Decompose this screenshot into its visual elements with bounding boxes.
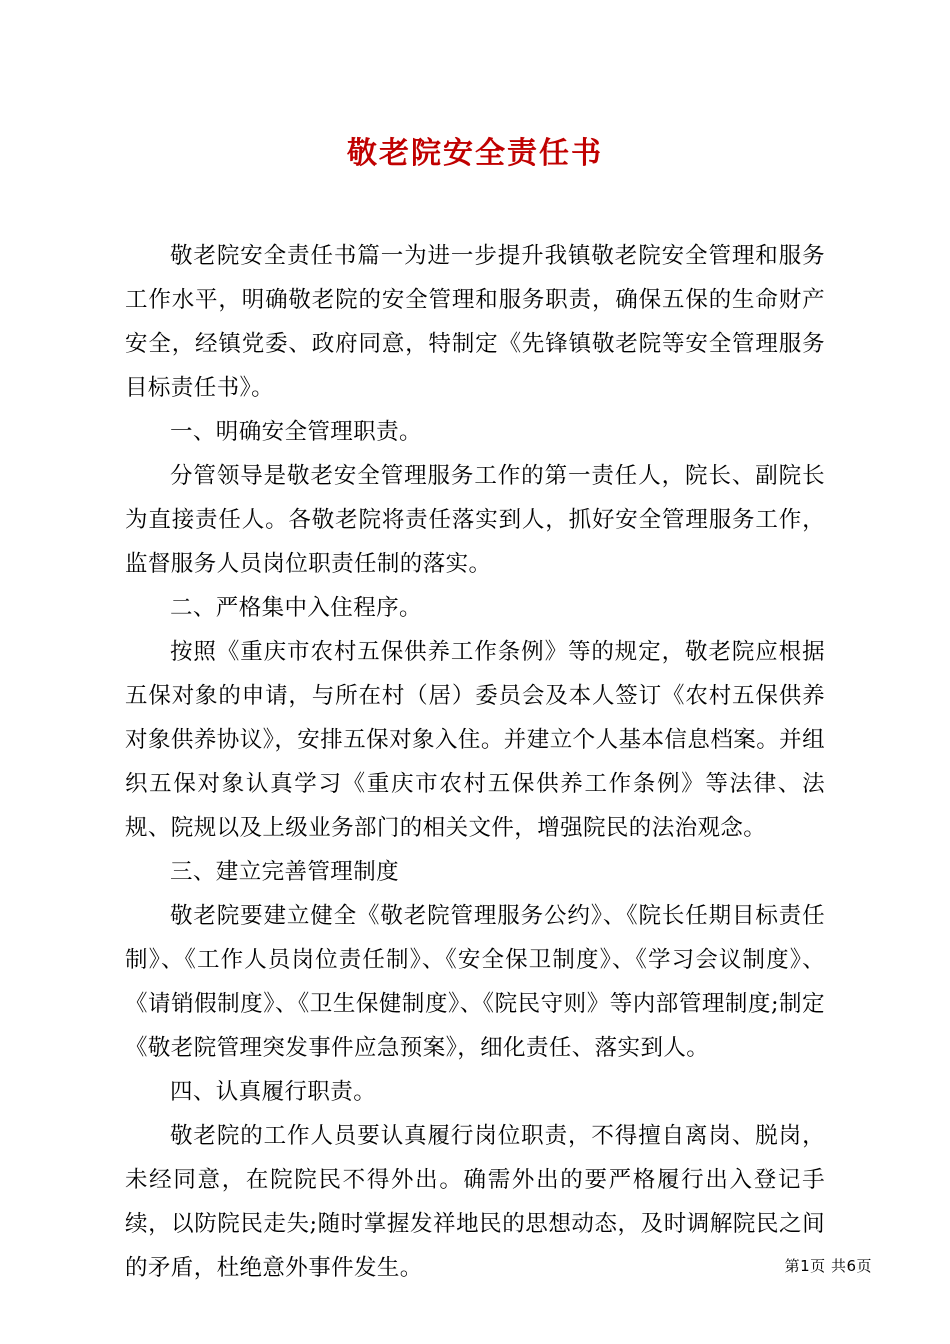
paragraph: 二、严格集中入住程序。 — [170, 595, 422, 621]
paragraph: 按照《重庆市农村五保供养工作条例》等的规定，敬老院应根据五保对象的申请，与所在村（居）委员会及本人签订《农村五保供养对象供养协议》，安排五保对象入住。并建立个人基本信息档案。并组织五保对象认真学习《重庆市农村五保供养工作条例》等法律、法规、院规以及上级业务部门的相关文件，增强院民的法治观念。 — [125, 639, 825, 841]
paragraph: 敬老院的工作人员要认真履行岗位职责，不得擅自离岗、脱岗，未经同意，在院院民不得外出。确需外出的要严格履行出入登记手续，以防院民走失;随时掌握发祥地民的思想动态，及时调解院民之间的矛盾，杜绝意外事件发生。 — [125, 1123, 825, 1281]
page-number-footer: 第1页 共6页 — [784, 1257, 872, 1275]
paragraph: 敬老院要建立健全《敬老院管理服务公约》、《院长任期目标责任制》、《工作人员岗位责任制》、《安全保卫制度》、《学习会议制度》、《请销假制度》、《卫生保健制度》、《院民守则》等内部管理制度;制定《敬老院管理突发事件应急预案》，细化责任、落实到人。 — [125, 903, 825, 1061]
paragraph: 敬老院安全责任书篇一为进一步提升我镇敬老院安全管理和服务工作水平，明确敬老院的安全管理和服务职责，确保五保的生命财产安全，经镇党委、政府同意，特制定《先锋镇敬老院等安全管理服务目标责任书》。 — [125, 243, 825, 401]
document-body — [125, 172, 825, 1290]
paragraph: 三、建立完善管理制度 — [170, 859, 400, 885]
paragraph: 一、明确安全管理职责。 — [170, 419, 422, 445]
paragraph: 四、认真履行职责。 — [170, 1079, 377, 1105]
page-title: 敬老院安全责任书 — [347, 136, 603, 171]
paragraph: 分管领导是敬老安全管理服务工作的第一责任人，院长、副院长为直接责任人。各敬老院将责任落实到人，抓好安全管理服务工作，监督服务人员岗位职责任制的落实。 — [125, 463, 825, 577]
